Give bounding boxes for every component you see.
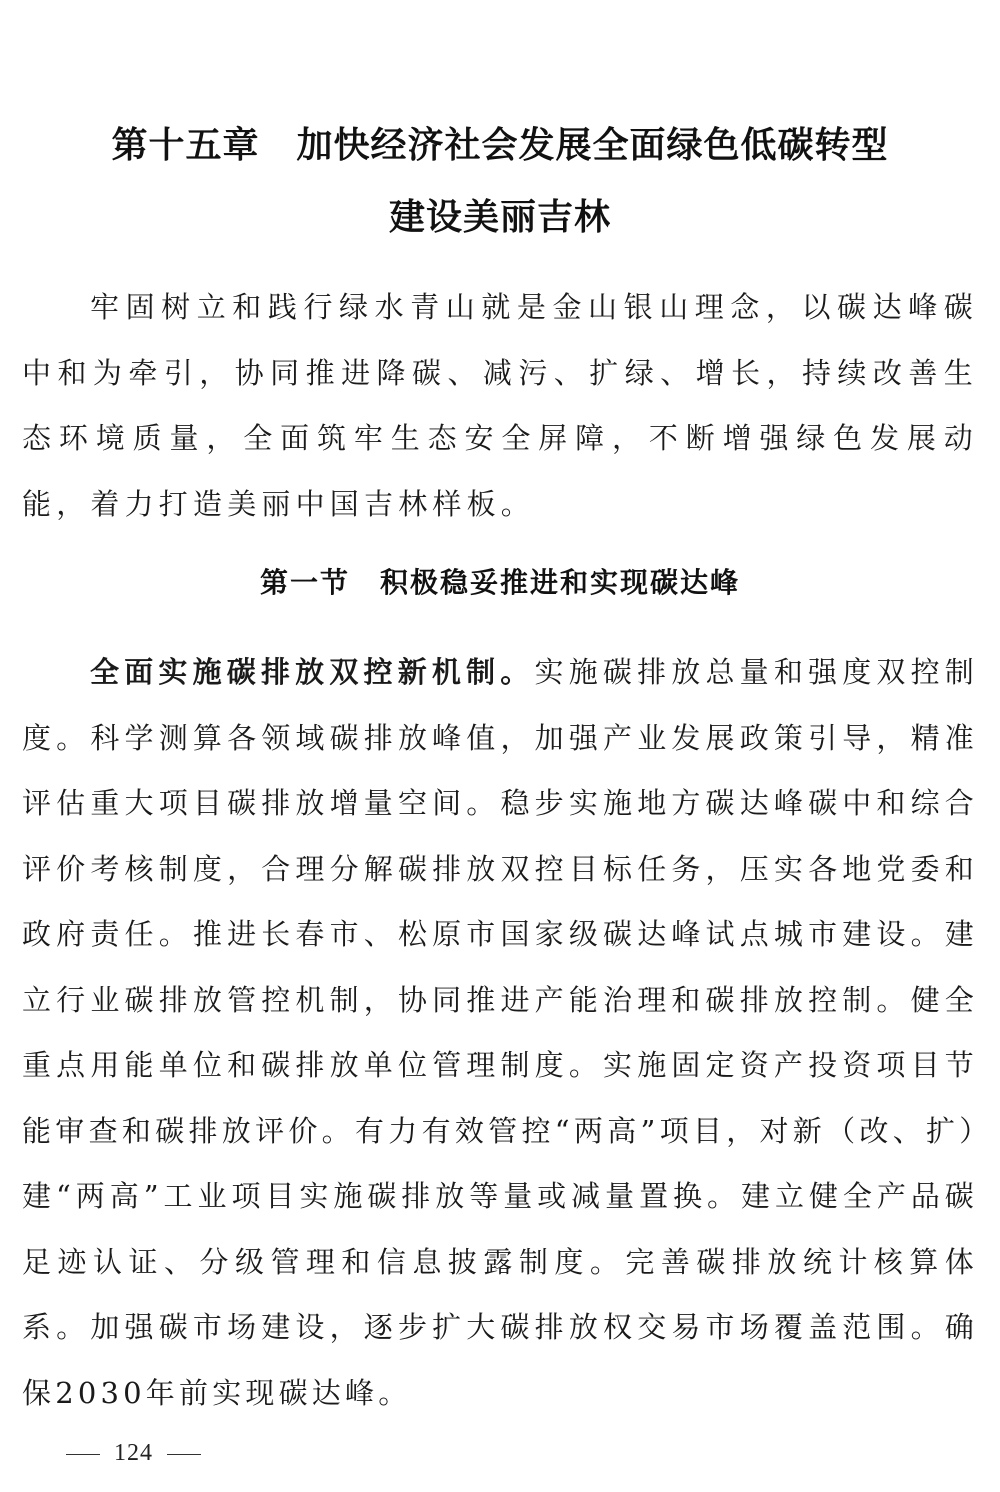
chapter-title-line2: 建设美丽吉林 — [388, 197, 611, 238]
body-paragraph-text: 实施碳排放总量和强度双控制度。科学测算各领域碳排放峰值，加强产业发展政策引导，精准评估重大项目碳排放增量空间。稳步实施地方碳达峰碳中和综合评价考核制度，合理分解碳排放双控目标任务，压实各地党委和政府责任。推进长春市、松原市国家级碳达峰试点城市建设。建立行业碳排放管控机制，协同推进产能治理和碳排放控制。健全重点用能单位和碳排放单位管理制度。实施固定资产投资项目节能审查和碳排放评价。有力有效管控“两高”项目，对新（改、扩）建“两高”工业项目实施碳排放等量或减量置换。建立健全产品碳足迹认证、分级管理和信息披露制度。完善碳排放统计核算体系。加强碳市场建设，逐步扩大碳排放权交易市场覆盖范围。确保2030年前实现碳达峰。 — [22, 655, 978, 1410]
body-paragraph-lead: 全面实施碳排放双控新机制。 — [90, 655, 535, 689]
chapter-title-line1: 第十五章 加快经济社会发展全面绿色低碳转型 — [111, 125, 889, 166]
footer-dash-right — [167, 1454, 201, 1455]
page-footer — [52, 1440, 215, 1467]
footer-dash-left — [66, 1454, 100, 1455]
section-title: 第一节 积极稳妥推进和实现碳达峰 — [259, 566, 740, 599]
body-paragraph — [22, 640, 978, 1426]
intro-paragraph: 牢固树立和践行绿水青山就是金山银山理念，以碳达峰碳中和为牵引，协同推进降碳、减污、扩绿、增长，持续改善生态环境质量，全面筑牢生态安全屏障，不断增强绿色发展动能，着力打造美丽中国吉林样板。 — [22, 290, 978, 521]
page-number: 124 — [114, 1440, 153, 1466]
